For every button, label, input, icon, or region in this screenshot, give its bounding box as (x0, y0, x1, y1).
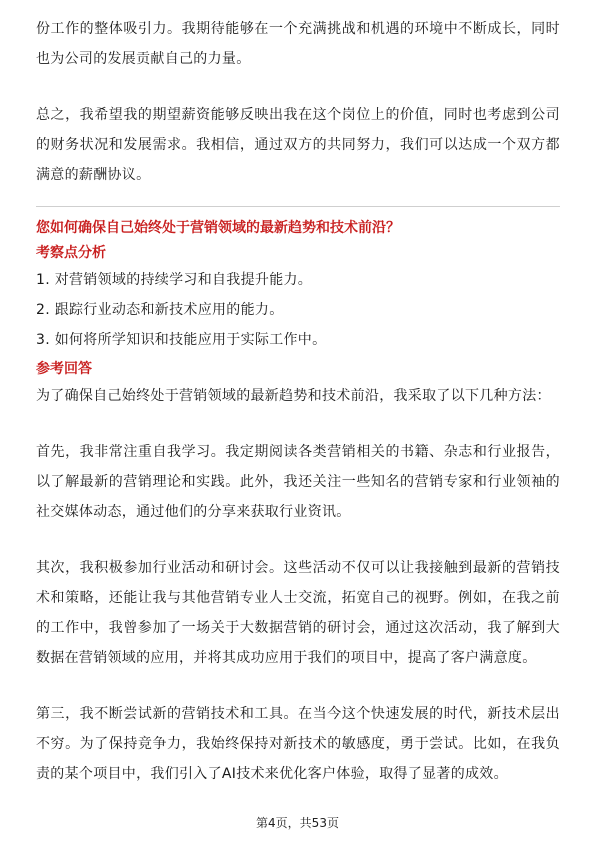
page-number: 第4页，共53页 (256, 816, 339, 830)
analysis-item: 1. 对营销领域的持续学习和自我提升能力。 (36, 272, 313, 288)
answer-paragraph: 首先，我非常注重自我学习。我定期阅读各类营销相关的书籍、杂志和行业报告，以了解最新的营销理论和实践。此外，我还关注一些知名的营销专家和行业领袖的社交媒体动态，通过他们的分享来获取行业资讯。 (36, 444, 560, 520)
question-heading: 您如何确保自己始终处于营销领域的最新趋势和技术前沿？ (36, 220, 400, 236)
analysis-item: 2. 跟踪行业动态和新技术应用的能力。 (36, 302, 284, 318)
document-page (36, 14, 560, 789)
answer-paragraph: 第三，我不断尝试新的营销技术和工具。在当今这个快速发展的时代，新技术层出不穷。为了保持竞争力，我始终保持对新技术的敏感度，勇于尝试。比如，在我负责的某个项目中，我们引入了AI技术来优化客户体验，取得了显著的成效。 (36, 706, 560, 782)
answer-paragraph: 其次，我积极参加行业活动和研讨会。这些活动不仅可以让我接触到最新的营销技术和策略，还能让我与其他营销专业人士交流，拓宽自己的视野。例如，在我之前的工作中，我曾参加了一场关于大数据营销的研讨会，通过这次活动，我了解到大数据在营销领域的应用，并将其成功应用于我们的项目中，提高了客户满意度。 (36, 560, 560, 666)
section-divider (36, 206, 560, 207)
analysis-heading: 考察点分析 (36, 245, 106, 261)
body-paragraph: 份工作的整体吸引力。我期待能够在一个充满挑战和机遇的环境中不断成长，同时也为公司的发展贡献自己的力量。 (36, 21, 560, 67)
answer-paragraph: 为了确保自己始终处于营销领域的最新趋势和技术前沿，我采取了以下几种方法： (36, 388, 551, 404)
analysis-item: 3. 如何将所学知识和技能应用于实际工作中。 (36, 332, 327, 348)
answer-heading: 参考回答 (36, 361, 92, 377)
body-paragraph: 总之，我希望我的期望薪资能够反映出我在这个岗位上的价值，同时也考虑到公司的财务状况和发展需求。我相信，通过双方的共同努力，我们可以达成一个双方都满意的薪酬协议。 (36, 107, 560, 183)
